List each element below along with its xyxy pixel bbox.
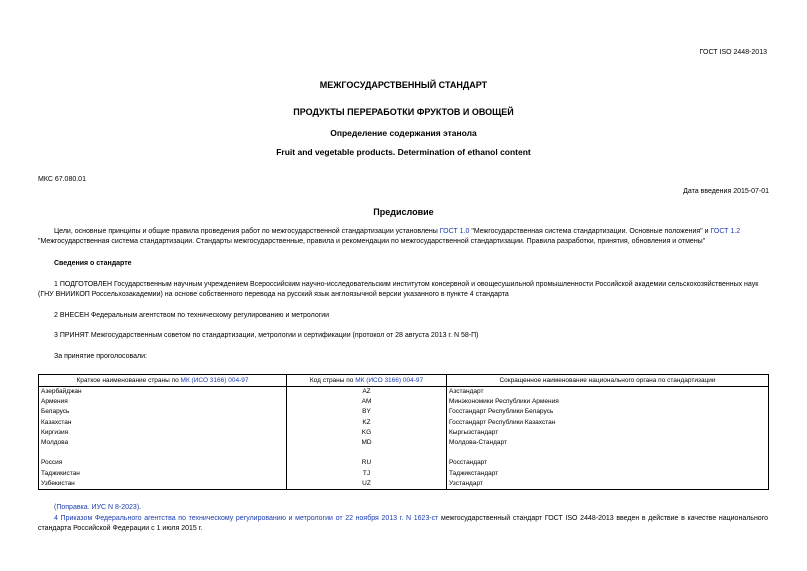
code-cell: KZ bbox=[287, 418, 447, 428]
body-cell: Росстандарт bbox=[447, 458, 769, 468]
mks-code: МКС 67.080.01 bbox=[38, 176, 86, 183]
country-cell bbox=[39, 448, 287, 458]
table-header-row bbox=[39, 375, 769, 387]
item-4-text: межгосударственный стандарт ГОСТ ISO 2448-2013 введен в действие в качестве национального стандарта Российской Федерации с 1 июля 2015 г. bbox=[38, 515, 768, 532]
effective-date: Дата введения 2015-07-01 bbox=[683, 188, 769, 195]
table-row bbox=[39, 387, 769, 398]
code-cell: UZ bbox=[287, 479, 447, 490]
body-cell: Азстандарт bbox=[447, 387, 769, 398]
country-cell: Киргизия bbox=[39, 428, 287, 438]
item-2-submitted: 2 ВНЕСЕН Федеральным агентством по техническому регулированию и метрологии bbox=[54, 312, 330, 319]
gost-1-0-link[interactable]: ГОСТ 1.0 bbox=[439, 228, 470, 235]
foreword-text-c: "Межгосударственная система стандартизации. Стандарты межгосударственные, правила и рекомендации по межгосударственной стандартизации. Правила разработки, принятия, обновления и отмены" bbox=[38, 238, 706, 245]
body-cell: Таджикстандарт bbox=[447, 469, 769, 479]
body-cell: Кыргызстандарт bbox=[447, 428, 769, 438]
table-row bbox=[39, 397, 769, 407]
amendment-note: (Поправка. ИУС N 8-2023). bbox=[54, 504, 142, 511]
subtitle: Определение содержания этанола bbox=[330, 128, 477, 138]
foreword-title: Предисловие bbox=[373, 207, 434, 217]
standard-info-heading: Сведения о стандарте bbox=[54, 260, 132, 267]
country-cell: Армения bbox=[39, 397, 287, 407]
code-cell: AZ bbox=[287, 387, 447, 398]
code-cell: MD bbox=[287, 438, 447, 448]
code-cell: TJ bbox=[287, 469, 447, 479]
standard-type-title: МЕЖГОСУДАРСТВЕННЫЙ СТАНДАРТ bbox=[319, 80, 488, 90]
code-cell: KG bbox=[287, 428, 447, 438]
voting-states-table bbox=[38, 374, 769, 490]
country-cell: Россия bbox=[39, 458, 287, 468]
order-1623-link[interactable]: 4 Приказом Федерального агентства по техническому регулированию и метрологии от 22 ноября 2013 г. N 1623-ст bbox=[54, 515, 439, 522]
gost-1-2-link[interactable]: ГОСТ 1.2 bbox=[710, 228, 741, 235]
english-title: Fruit and vegetable products. Determination of ethanol content bbox=[276, 147, 531, 157]
body-cell: Молдова-Стандарт bbox=[447, 438, 769, 448]
body-cell: Минэкономики Республики Армения bbox=[447, 397, 769, 407]
body-cell bbox=[447, 448, 769, 458]
country-cell: Таджикистан bbox=[39, 469, 287, 479]
country-cell: Беларусь bbox=[39, 407, 287, 417]
code-cell bbox=[287, 448, 447, 458]
table-row bbox=[39, 438, 769, 448]
body-cell: Госстандарт Республики Казахстан bbox=[447, 418, 769, 428]
foreword-text-b: "Межгосударственная система стандартизации. Основные положения" и bbox=[469, 228, 711, 235]
amendment-link[interactable]: (Поправка. ИУС N 8-2023) bbox=[54, 504, 140, 511]
item-1-prepared: 1 ПОДГОТОВЛЕН Государственным научным учреждением Всероссийским научно-исследовательским институтом консервной и овощесушильной промышленности Российской академии сельскохозяйственных наук (ГНУ ВНИИКОП Россельхозакадемии) на основе собственного перевода на русский язык англоязычной версии указанного в пункте 4 стандарта bbox=[38, 281, 759, 298]
country-cell: Узбекистан bbox=[39, 479, 287, 490]
column-header-country: Краткое наименование страны по МК (ИСО 3166) 004-97 bbox=[39, 375, 287, 387]
table-row bbox=[39, 418, 769, 428]
code-cell: AM bbox=[287, 397, 447, 407]
main-title: ПРОДУКТЫ ПЕРЕРАБОТКИ ФРУКТОВ И ОВОЩЕЙ bbox=[293, 107, 514, 117]
mk-iso-3166-link[interactable]: МК (ИСО 3166) 004-97 bbox=[355, 377, 424, 384]
country-cell: Казахстан bbox=[39, 418, 287, 428]
code-cell: BY bbox=[287, 407, 447, 417]
mk-iso-3166-link[interactable]: МК (ИСО 3166) 004-97 bbox=[180, 377, 249, 384]
body-cell: Узстандарт bbox=[447, 479, 769, 490]
voted-label: За принятие проголосовали: bbox=[54, 353, 147, 360]
code-cell: RU bbox=[287, 458, 447, 468]
document-id: ГОСТ ISO 2448-2013 bbox=[699, 49, 767, 56]
table-row bbox=[39, 469, 769, 479]
table-row bbox=[39, 448, 769, 458]
table-row bbox=[39, 458, 769, 468]
body-cell: Госстандарт Республики Беларусь bbox=[447, 407, 769, 417]
item-3-adopted: 3 ПРИНЯТ Межгосударственным советом по стандартизации, метрологии и сертификации (протокол от 28 августа 2013 г. N 58-П) bbox=[54, 332, 479, 339]
table-row bbox=[39, 479, 769, 490]
table-row bbox=[39, 428, 769, 438]
foreword-text-a: Цели, основные принципы и общие правила проведения работ по межгосударственной стандартизации установлены bbox=[54, 228, 440, 235]
table-row bbox=[39, 407, 769, 417]
column-header-body: Сокращенное наименование национального органа по стандартизации bbox=[447, 375, 769, 387]
foreword-paragraph bbox=[38, 227, 768, 247]
country-cell: Азербайджан bbox=[39, 387, 287, 398]
country-cell: Молдова bbox=[39, 438, 287, 448]
item-4-order bbox=[38, 514, 768, 534]
column-header-code: Код страны по МК (ИСО 3166) 004-97 bbox=[287, 375, 447, 387]
